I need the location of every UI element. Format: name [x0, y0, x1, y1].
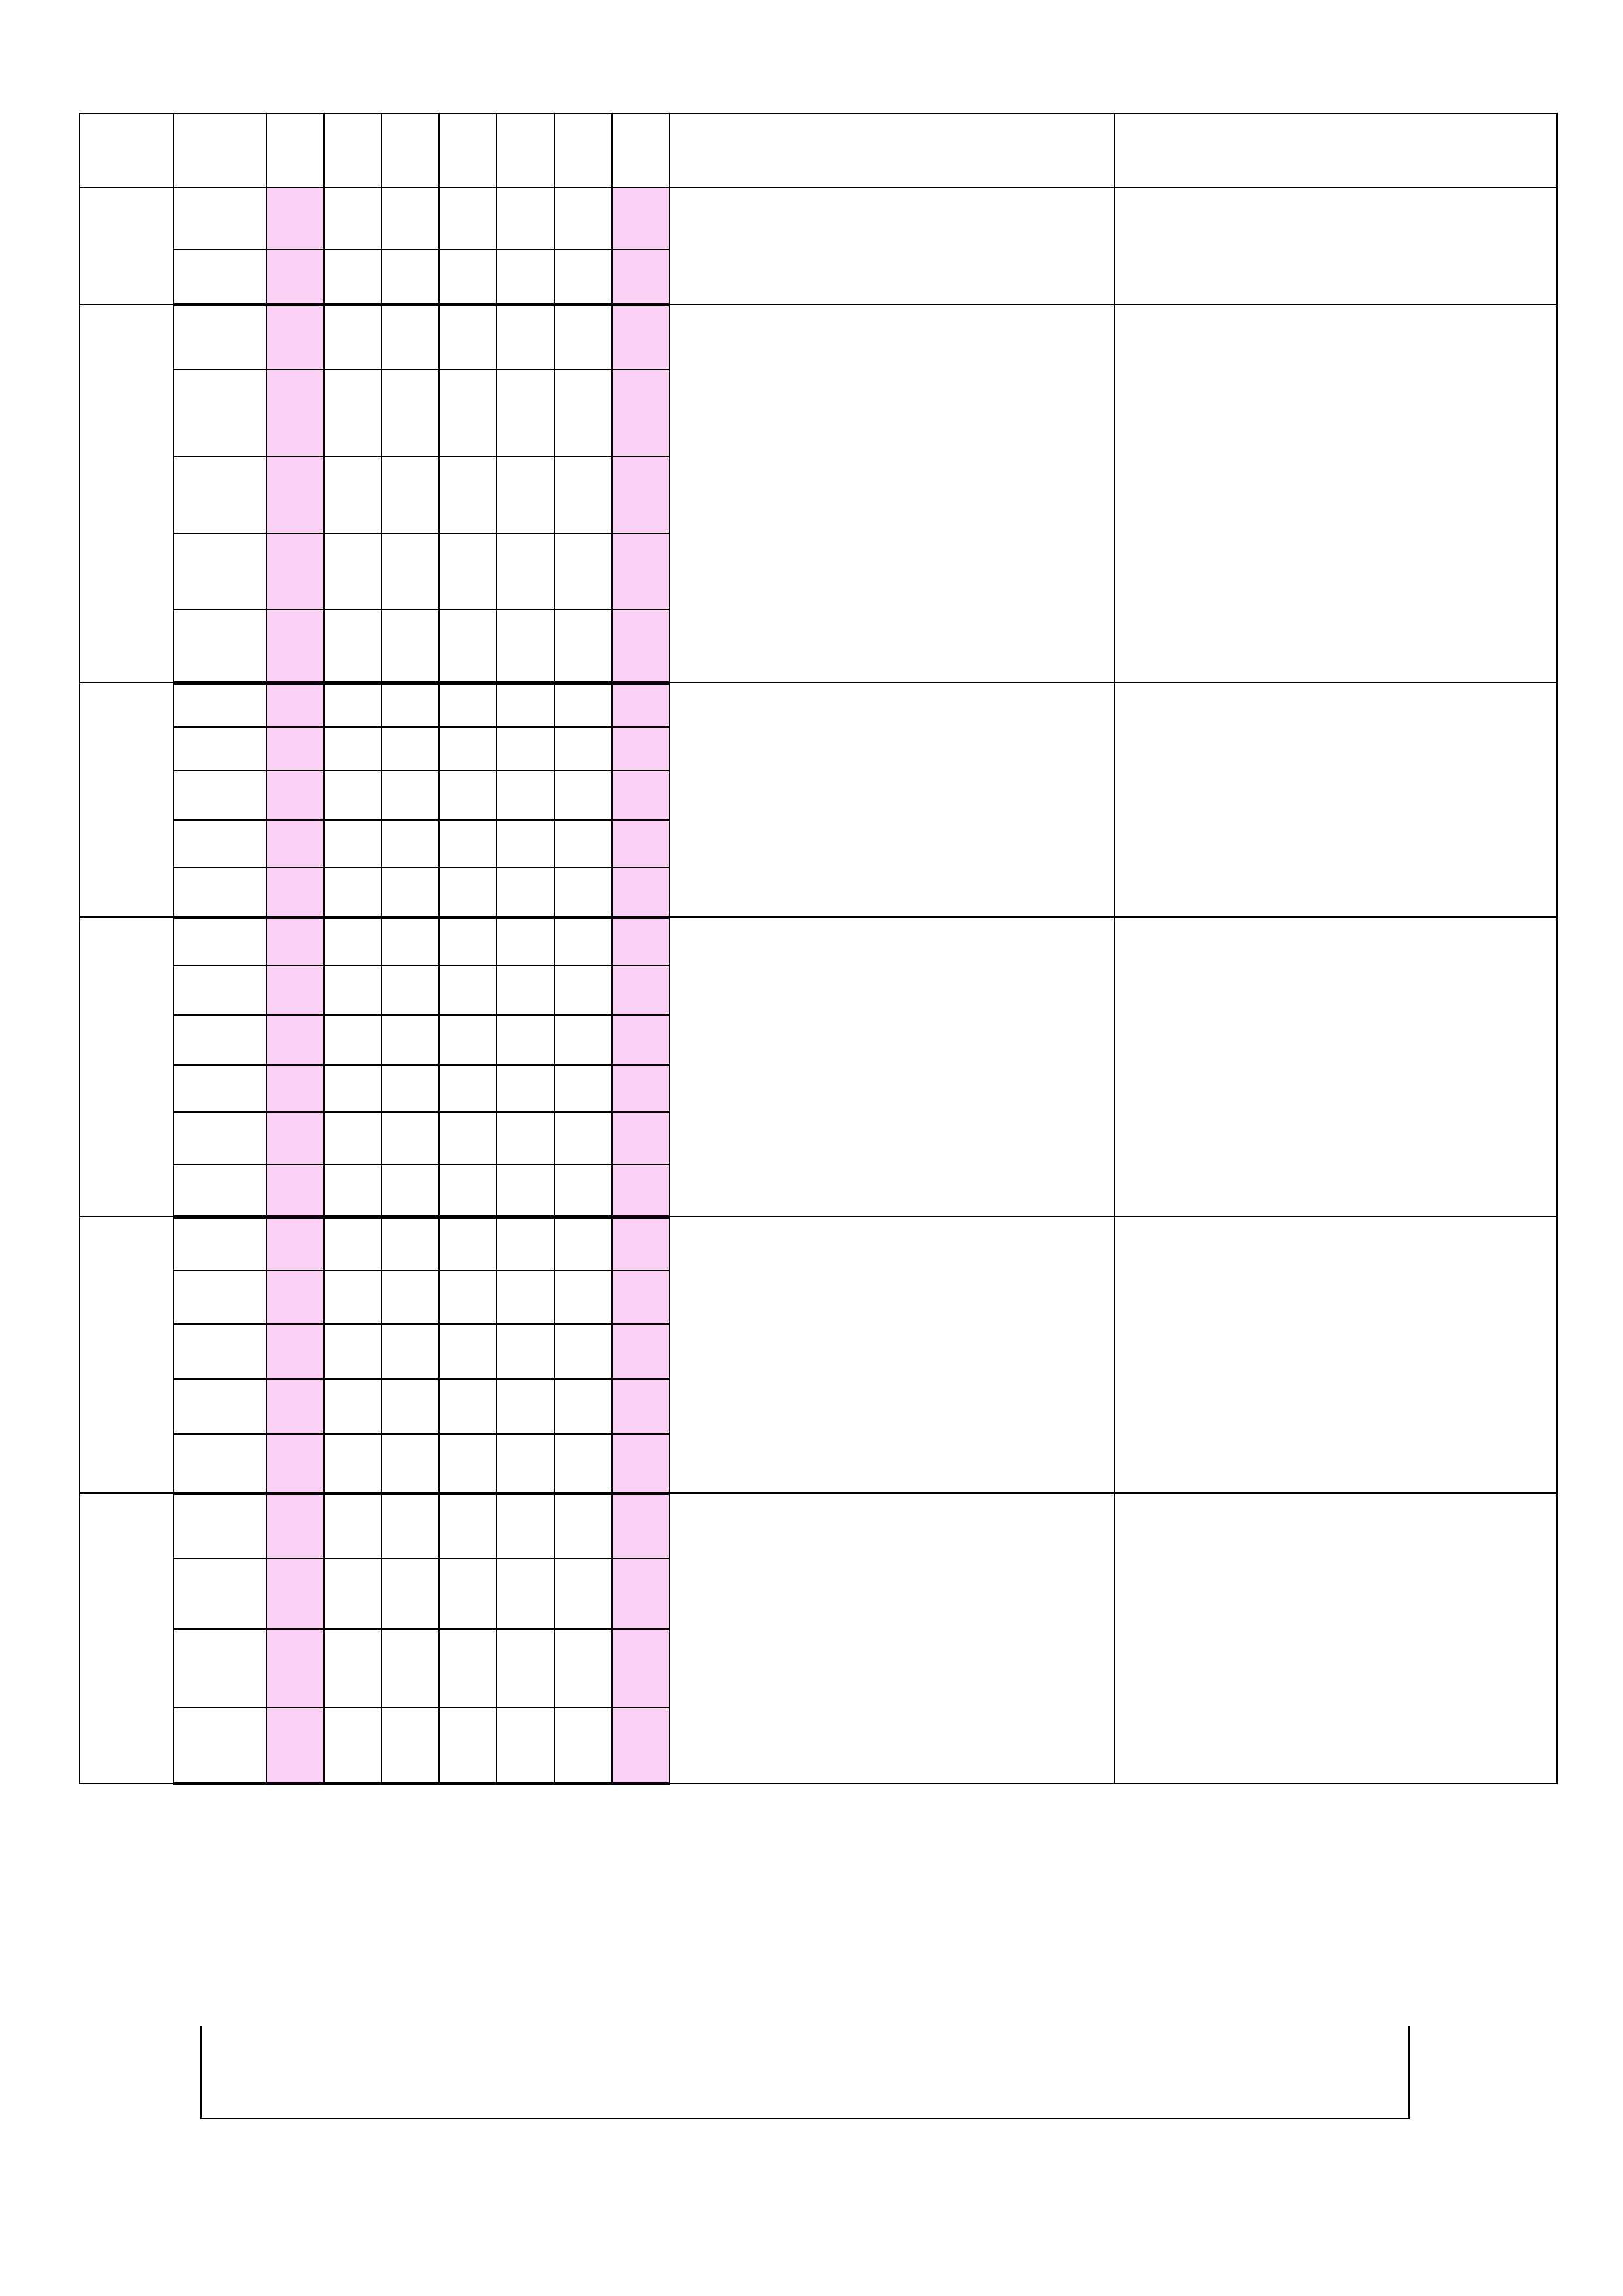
- day-cell: [554, 770, 612, 820]
- elementary-events: [669, 1217, 1115, 1493]
- day-cell: [324, 1558, 382, 1629]
- weekday-header: [439, 113, 497, 188]
- week-number: [173, 1629, 266, 1708]
- week-number: [173, 1015, 266, 1065]
- week-number: [173, 1379, 266, 1434]
- day-cell: [266, 370, 324, 456]
- day-cell: [266, 867, 324, 917]
- day-cell: [612, 1379, 669, 1434]
- week-number: [173, 1708, 266, 1784]
- day-cell: [612, 965, 669, 1015]
- week-number: [173, 867, 266, 917]
- day-cell: [439, 1065, 497, 1112]
- day-cell: [554, 533, 612, 609]
- calendar-header-row: [79, 113, 1557, 188]
- day-cell: [439, 1558, 497, 1629]
- day-cell: [324, 1324, 382, 1379]
- week-number: [173, 370, 266, 456]
- day-cell: [266, 1434, 324, 1493]
- day-cell: [324, 249, 382, 304]
- day-cell: [266, 1708, 324, 1784]
- day-cell: [612, 1217, 669, 1270]
- day-cell: [382, 1324, 439, 1379]
- week-number: [173, 456, 266, 533]
- day-cell: [439, 249, 497, 304]
- month-label: [79, 304, 173, 683]
- day-cell: [324, 1708, 382, 1784]
- day-cell: [554, 1708, 612, 1784]
- elementary-events: [669, 683, 1115, 917]
- day-cell: [439, 917, 497, 965]
- week-number: [173, 1434, 266, 1493]
- day-cell: [554, 820, 612, 867]
- day-cell: [439, 609, 497, 683]
- day-cell: [497, 1270, 554, 1324]
- day-cell: [497, 965, 554, 1015]
- day-cell: [554, 1558, 612, 1629]
- day-cell: [266, 188, 324, 249]
- month-label: [79, 188, 173, 304]
- day-cell: [324, 1015, 382, 1065]
- day-cell: [554, 1217, 612, 1270]
- day-cell: [554, 867, 612, 917]
- day-cell: [497, 1558, 554, 1629]
- week-number: [173, 1558, 266, 1629]
- day-cell: [324, 1270, 382, 1324]
- day-cell: [439, 1270, 497, 1324]
- month-header: [79, 113, 173, 188]
- day-cell: [439, 1493, 497, 1558]
- day-cell: [612, 456, 669, 533]
- day-cell: [612, 533, 669, 609]
- day-cell: [382, 1379, 439, 1434]
- week-number: [173, 917, 266, 965]
- week-number: [173, 249, 266, 304]
- day-cell: [324, 188, 382, 249]
- day-cell: [439, 1324, 497, 1379]
- day-cell: [554, 1629, 612, 1708]
- day-cell: [324, 1217, 382, 1270]
- day-cell: [612, 820, 669, 867]
- day-cell: [497, 1379, 554, 1434]
- day-cell: [266, 1217, 324, 1270]
- day-cell: [612, 1493, 669, 1558]
- day-cell: [612, 1629, 669, 1708]
- day-cell: [324, 533, 382, 609]
- week-number: [173, 727, 266, 770]
- week-row: [79, 683, 1557, 727]
- day-cell: [497, 1324, 554, 1379]
- day-cell: [382, 1434, 439, 1493]
- day-cell: [439, 1164, 497, 1217]
- day-cell: [266, 609, 324, 683]
- day-cell: [497, 370, 554, 456]
- day-cell: [439, 1629, 497, 1708]
- day-cell: [266, 1379, 324, 1434]
- day-cell: [266, 456, 324, 533]
- weekday-header: [554, 113, 612, 188]
- day-cell: [554, 456, 612, 533]
- day-cell: [612, 683, 669, 727]
- day-cell: [266, 1164, 324, 1217]
- kindergarten-events: [1115, 683, 1557, 917]
- day-cell: [382, 1493, 439, 1558]
- day-cell: [324, 683, 382, 727]
- day-cell: [382, 304, 439, 370]
- kindergarten-events: [1115, 1493, 1557, 1784]
- day-cell: [497, 917, 554, 965]
- day-cell: [382, 683, 439, 727]
- day-cell: [554, 1493, 612, 1558]
- day-cell: [324, 1434, 382, 1493]
- day-cell: [497, 770, 554, 820]
- day-cell: [612, 304, 669, 370]
- day-cell: [439, 533, 497, 609]
- week-number: [173, 188, 266, 249]
- day-cell: [266, 304, 324, 370]
- day-cell: [612, 609, 669, 683]
- day-cell: [612, 917, 669, 965]
- kindergarten-events: [1115, 1217, 1557, 1493]
- day-cell: [497, 727, 554, 770]
- day-cell: [497, 304, 554, 370]
- day-cell: [497, 867, 554, 917]
- day-cell: [612, 1112, 669, 1164]
- day-cell: [554, 370, 612, 456]
- day-cell: [382, 727, 439, 770]
- day-cell: [266, 770, 324, 820]
- day-cell: [497, 1112, 554, 1164]
- day-cell: [382, 965, 439, 1015]
- day-cell: [266, 1629, 324, 1708]
- day-cell: [612, 770, 669, 820]
- day-cell: [324, 370, 382, 456]
- day-cell: [497, 683, 554, 727]
- month-label: [79, 683, 173, 917]
- week-row: [79, 304, 1557, 370]
- day-cell: [554, 1065, 612, 1112]
- day-cell: [324, 770, 382, 820]
- week-number: [173, 820, 266, 867]
- day-cell: [266, 533, 324, 609]
- day-cell: [612, 1065, 669, 1112]
- day-cell: [382, 456, 439, 533]
- day-cell: [266, 1065, 324, 1112]
- day-cell: [266, 1270, 324, 1324]
- day-cell: [324, 1065, 382, 1112]
- day-cell: [612, 370, 669, 456]
- day-cell: [554, 304, 612, 370]
- day-cell: [612, 1270, 669, 1324]
- day-cell: [324, 917, 382, 965]
- day-cell: [382, 1217, 439, 1270]
- day-cell: [382, 1708, 439, 1784]
- week-number: [173, 1112, 266, 1164]
- day-cell: [497, 1708, 554, 1784]
- day-cell: [554, 609, 612, 683]
- day-cell: [382, 1065, 439, 1112]
- weekday-header: [612, 113, 669, 188]
- day-cell: [612, 727, 669, 770]
- day-cell: [554, 683, 612, 727]
- day-cell: [439, 370, 497, 456]
- day-cell: [612, 867, 669, 917]
- week-number: [173, 1324, 266, 1379]
- day-cell: [497, 456, 554, 533]
- day-cell: [382, 1629, 439, 1708]
- day-cell: [612, 249, 669, 304]
- day-cell: [497, 249, 554, 304]
- day-cell: [554, 249, 612, 304]
- day-cell: [324, 609, 382, 683]
- week-number: [173, 1217, 266, 1270]
- day-cell: [382, 1015, 439, 1065]
- day-cell: [324, 456, 382, 533]
- day-cell: [324, 727, 382, 770]
- week-header: [173, 113, 266, 188]
- elementary-header: [669, 113, 1115, 188]
- day-cell: [382, 1164, 439, 1217]
- day-cell: [324, 304, 382, 370]
- weekday-header: [266, 113, 324, 188]
- week-number: [173, 1270, 266, 1324]
- day-cell: [382, 770, 439, 820]
- day-cell: [266, 249, 324, 304]
- week-row: [79, 917, 1557, 965]
- week-number: [173, 770, 266, 820]
- day-cell: [612, 1324, 669, 1379]
- day-cell: [554, 188, 612, 249]
- week-number: [173, 1164, 266, 1217]
- day-cell: [497, 533, 554, 609]
- day-cell: [439, 304, 497, 370]
- day-cell: [554, 1164, 612, 1217]
- day-cell: [497, 1015, 554, 1065]
- day-cell: [497, 820, 554, 867]
- day-cell: [554, 1379, 612, 1434]
- day-cell: [497, 188, 554, 249]
- day-cell: [497, 1493, 554, 1558]
- day-cell: [382, 1112, 439, 1164]
- kindergarten-events: [1115, 304, 1557, 683]
- day-cell: [554, 1112, 612, 1164]
- month-label: [79, 917, 173, 1217]
- week-number: [173, 1493, 266, 1558]
- schedule-notes: [200, 2026, 1410, 2119]
- elementary-events: [669, 1493, 1115, 1784]
- day-cell: [266, 1493, 324, 1558]
- day-cell: [497, 1065, 554, 1112]
- day-cell: [612, 1015, 669, 1065]
- day-cell: [266, 1112, 324, 1164]
- day-cell: [439, 770, 497, 820]
- day-cell: [497, 609, 554, 683]
- day-cell: [324, 1112, 382, 1164]
- day-cell: [439, 1708, 497, 1784]
- day-cell: [382, 867, 439, 917]
- day-cell: [439, 1112, 497, 1164]
- day-cell: [266, 683, 324, 727]
- day-cell: [439, 1379, 497, 1434]
- day-cell: [497, 1217, 554, 1270]
- day-cell: [324, 965, 382, 1015]
- day-cell: [554, 1324, 612, 1379]
- day-cell: [382, 820, 439, 867]
- day-cell: [439, 1434, 497, 1493]
- day-cell: [439, 965, 497, 1015]
- day-cell: [266, 965, 324, 1015]
- day-cell: [612, 188, 669, 249]
- day-cell: [382, 533, 439, 609]
- day-cell: [439, 188, 497, 249]
- kindergarten-header: [1115, 113, 1557, 188]
- kindergarten-events: [1115, 917, 1557, 1217]
- day-cell: [439, 683, 497, 727]
- day-cell: [324, 867, 382, 917]
- day-cell: [554, 1434, 612, 1493]
- day-cell: [382, 917, 439, 965]
- week-number: [173, 965, 266, 1015]
- week-number: [173, 609, 266, 683]
- day-cell: [266, 1324, 324, 1379]
- day-cell: [324, 1164, 382, 1217]
- weekday-header: [382, 113, 439, 188]
- day-cell: [439, 867, 497, 917]
- week-number: [173, 533, 266, 609]
- day-cell: [497, 1164, 554, 1217]
- day-cell: [324, 1379, 382, 1434]
- kindergarten-events: [1115, 188, 1557, 304]
- week-row: [79, 1493, 1557, 1558]
- month-label: [79, 1217, 173, 1493]
- day-cell: [382, 370, 439, 456]
- day-cell: [439, 1217, 497, 1270]
- day-cell: [439, 727, 497, 770]
- day-cell: [439, 1015, 497, 1065]
- day-cell: [382, 1270, 439, 1324]
- week-row: [79, 1217, 1557, 1270]
- day-cell: [554, 917, 612, 965]
- week-row: [79, 188, 1557, 249]
- day-cell: [324, 820, 382, 867]
- week-number: [173, 683, 266, 727]
- day-cell: [266, 820, 324, 867]
- day-cell: [439, 456, 497, 533]
- day-cell: [554, 727, 612, 770]
- day-cell: [497, 1629, 554, 1708]
- day-cell: [382, 1558, 439, 1629]
- day-cell: [324, 1629, 382, 1708]
- day-cell: [554, 965, 612, 1015]
- day-cell: [439, 820, 497, 867]
- day-cell: [266, 1015, 324, 1065]
- weekday-header: [497, 113, 554, 188]
- day-cell: [612, 1434, 669, 1493]
- day-cell: [382, 609, 439, 683]
- elementary-events: [669, 188, 1115, 304]
- week-number: [173, 304, 266, 370]
- elementary-events: [669, 917, 1115, 1217]
- month-label: [79, 1493, 173, 1784]
- day-cell: [554, 1015, 612, 1065]
- day-cell: [612, 1164, 669, 1217]
- day-cell: [266, 727, 324, 770]
- day-cell: [497, 1434, 554, 1493]
- day-cell: [266, 917, 324, 965]
- day-cell: [382, 188, 439, 249]
- week-number: [173, 1065, 266, 1112]
- calendar-table: [79, 113, 1558, 1785]
- day-cell: [324, 1493, 382, 1558]
- elementary-events: [669, 304, 1115, 683]
- day-cell: [266, 1558, 324, 1629]
- day-cell: [382, 249, 439, 304]
- day-cell: [612, 1708, 669, 1784]
- day-cell: [554, 1270, 612, 1324]
- day-cell: [612, 1558, 669, 1629]
- weekday-header: [324, 113, 382, 188]
